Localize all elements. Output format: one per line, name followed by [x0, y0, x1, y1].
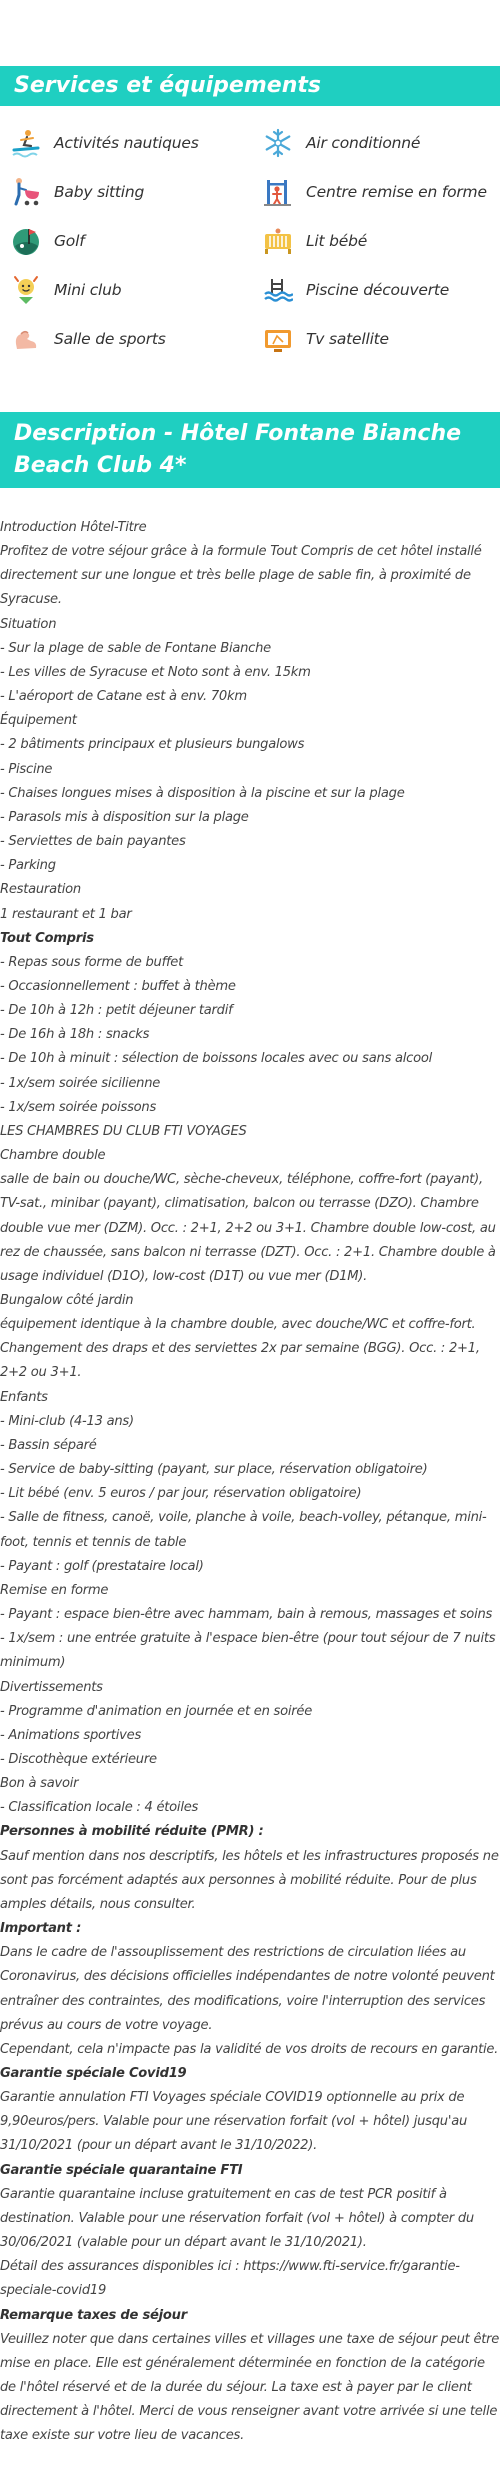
service-item-pool [262, 273, 500, 307]
description-line: Dans le cadre de l'assouplissement des restrictions de circulation liées au Coronavirus, des décisions officielles indépendantes de notre volonté peuvent entraîner des contraintes, des modifications, voire l'interruption des services prévus au cours de votre voyage. [0, 1945, 495, 2033]
description-line: salle de bain ou douche/WC, sèche-cheveux, téléphone, coffre-fort (payant), TV-sat., minibar (payant), climatisation, balcon ou terrasse (DZO). Chambre double vue mer (DZM). Occ. : 2+1, 2+2 ou 3+1. Chambre double low-cost, au rez de chaussée, sans balcon ni terrasse (DZT). Occ. : 2+1. Chambre double à usage individuel (D1O), low-cost (D1T) ou vue mer (D1M). [0, 1172, 496, 1284]
service-label: Mini club [54, 281, 122, 299]
description-line: - Programme d'animation en journée et en soirée [0, 1703, 313, 1719]
description-line: équipement identique à la chambre double, avec douche/WC et coffre-fort. Changement des draps et des serviettes 2x par semaine (BGG). Occ. : 2+1, 2+2 ou 3+1. [0, 1317, 480, 1381]
description-heading: Garantie spéciale quarantaine FTI [0, 2162, 243, 2178]
services-section [0, 48, 500, 356]
service-label: Lit bébé [306, 232, 368, 250]
description-line: Enfants [0, 1389, 48, 1405]
water-sports-icon [10, 127, 42, 159]
description-line: - Repas sous forme de buffet [0, 954, 184, 970]
description-line: - Occasionnellement : buffet à thème [0, 978, 236, 994]
description-line: - 1x/sem soirée sicilienne [0, 1075, 161, 1091]
description-line: Garantie annulation FTI Voyages spéciale COVID19 optionnelle au prix de 9,90euros/pers. Valable pour une réservation forfait (vol + hôtel) jusqu'au 31/10/2021 (pour un départ avant le 31/10/2022). [0, 2090, 468, 2154]
description-line: - Service de baby-sitting (payant, sur place, réservation obligatoire) [0, 1462, 428, 1478]
description-line: Divertissements [0, 1679, 103, 1695]
description-line: - Bassin séparé [0, 1437, 97, 1453]
description-line: Profitez de votre séjour grâce à la formule Tout Compris de cet hôtel installé directement sur une longue et très belle plage de sable fin, à proximité de Syracuse. [0, 544, 482, 608]
description-line: Garantie quarantaine incluse gratuitement en cas de test PCR positif à destination. Valable pour une réservation forfait (vol + hôtel) à compter du 30/06/2021 (valable pour un départ avant le 31/10/2021). [0, 2186, 474, 2251]
description-line: - 1x/sem soirée poissons [0, 1099, 157, 1115]
description-line: - 1x/sem : une entrée gratuite à l'espace bien-être (pour tout séjour de 7 nuits minimum) [0, 1631, 496, 1671]
crib-icon [262, 225, 294, 257]
description-line: Détail des assurances disponibles ici : https://www.fti-service.fr/garantie-speciale-covid19 [0, 2259, 460, 2299]
description-line: Cependant, cela n'impacte pas la validité de vos droits de recours en garantie. [0, 2041, 499, 2057]
service-item-crib [262, 224, 500, 258]
service-item-satellite-tv [262, 322, 500, 356]
tv-icon [262, 323, 294, 355]
description-line: Sauf mention dans nos descriptifs, les hôtels et les infrastructures proposés ne sont pas forcément adaptés aux personnes à mobilité réduite. Pour de plus amples détails, nous consulter. [0, 1848, 499, 1912]
description-heading: Personnes à mobilité réduite (PMR) : [0, 1824, 264, 1840]
service-item-golf [10, 224, 262, 258]
description-line: - Mini-club (4-13 ans) [0, 1413, 134, 1429]
stroller-icon [10, 176, 42, 208]
service-label: Salle de sports [54, 330, 166, 348]
description-line: Introduction Hôtel-Titre [0, 520, 147, 535]
service-label: Piscine découverte [306, 281, 450, 299]
description-line: 1 restaurant et 1 bar [0, 906, 132, 922]
services-grid [0, 126, 500, 356]
service-item-kids-club [10, 273, 262, 307]
description-line: Restauration [0, 882, 81, 898]
description-line: - Les villes de Syracuse et Noto sont à env. 15km [0, 664, 311, 680]
description-line: - Payant : golf (prestataire local) [0, 1558, 204, 1574]
snowflake-icon [262, 127, 294, 159]
service-label: Tv satellite [306, 330, 389, 348]
service-label: Golf [54, 232, 85, 250]
description-line: Équipement [0, 713, 77, 729]
service-label: Activités nautiques [54, 134, 199, 152]
pool-icon [262, 274, 294, 306]
service-item-fitness-centre [262, 175, 500, 209]
description-heading: Garantie spéciale Covid19 [0, 2066, 187, 2081]
description-body [0, 488, 500, 2469]
description-line: Bon à savoir [0, 1776, 79, 1792]
service-label: Centre remise en forme [306, 183, 487, 201]
service-item-baby-sitting [10, 175, 262, 209]
description-heading: Remarque taxes de séjour [0, 2307, 187, 2323]
description-line: - Lit bébé (env. 5 euros / par jour, réservation obligatoire) [0, 1486, 362, 1502]
description-heading: Tout Compris [0, 930, 94, 946]
description-line: Chambre double [0, 1148, 106, 1164]
description-line: Veuillez noter que dans certaines villes et villages une taxe de séjour peut être mise en place. Elle est généralement déterminée en fonction de la catégorie de l'hôtel réservé et de la durée du séjour. La taxe est à payer par le client directement à l'hôtel. Merci de vous renseigner avant votre arrivée si une telle taxe existe sur votre lieu de vacances. [0, 2331, 500, 2444]
description-section [0, 412, 500, 2469]
description-heading: Important : [0, 1921, 82, 1937]
description-line: - Classification locale : 4 étoiles [0, 1800, 199, 1816]
description-line: - Salle de fitness, canoë, voile, planche à voile, beach-volley, pétanque, mini-foot, tennis et tennis de table [0, 1510, 487, 1550]
fitness-icon [262, 176, 294, 208]
description-line: - De 16h à 18h : snacks [0, 1027, 150, 1043]
description-line: - Discothèque extérieure [0, 1751, 157, 1767]
description-line: Situation [0, 616, 57, 632]
description-line: - Piscine [0, 761, 53, 777]
service-label: Air conditionné [306, 134, 421, 152]
description-line: - 2 bâtiments principaux et plusieurs bungalows [0, 737, 305, 753]
description-line: Remise en forme [0, 1582, 109, 1598]
golf-icon [10, 225, 42, 257]
description-line: - Sur la plage de sable de Fontane Bianche [0, 640, 271, 656]
description-line: - De 10h à 12h : petit déjeuner tardif [0, 1003, 233, 1019]
description-line: - Parking [0, 858, 56, 874]
service-item-gym [10, 322, 262, 356]
service-item-air-conditioning [262, 126, 500, 160]
description-line: LES CHAMBRES DU CLUB FTI VOYAGES [0, 1123, 247, 1139]
services-title: Services et équipements [0, 66, 500, 106]
description-line: - L'aéroport de Catane est à env. 70km [0, 689, 247, 705]
kids-club-icon [10, 274, 42, 306]
description-line: - Payant : espace bien-être avec hammam, bain à remous, massages et soins [0, 1607, 493, 1623]
description-line: - Animations sportives [0, 1727, 142, 1743]
description-line: Bungalow côté jardin [0, 1293, 134, 1308]
description-title: Description - Hôtel Fontane Bianche Beach Club 4* [0, 412, 500, 488]
description-line: - De 10h à minuit : sélection de boissons locales avec ou sans alcool [0, 1051, 433, 1067]
service-item-water-sports [10, 126, 262, 160]
description-line: - Parasols mis à disposition sur la plage [0, 809, 249, 825]
service-label: Baby sitting [54, 183, 145, 201]
gym-icon [10, 323, 42, 355]
description-line: - Chaises longues mises à disposition à la piscine et sur la plage [0, 785, 405, 801]
description-line: - Serviettes de bain payantes [0, 834, 186, 850]
